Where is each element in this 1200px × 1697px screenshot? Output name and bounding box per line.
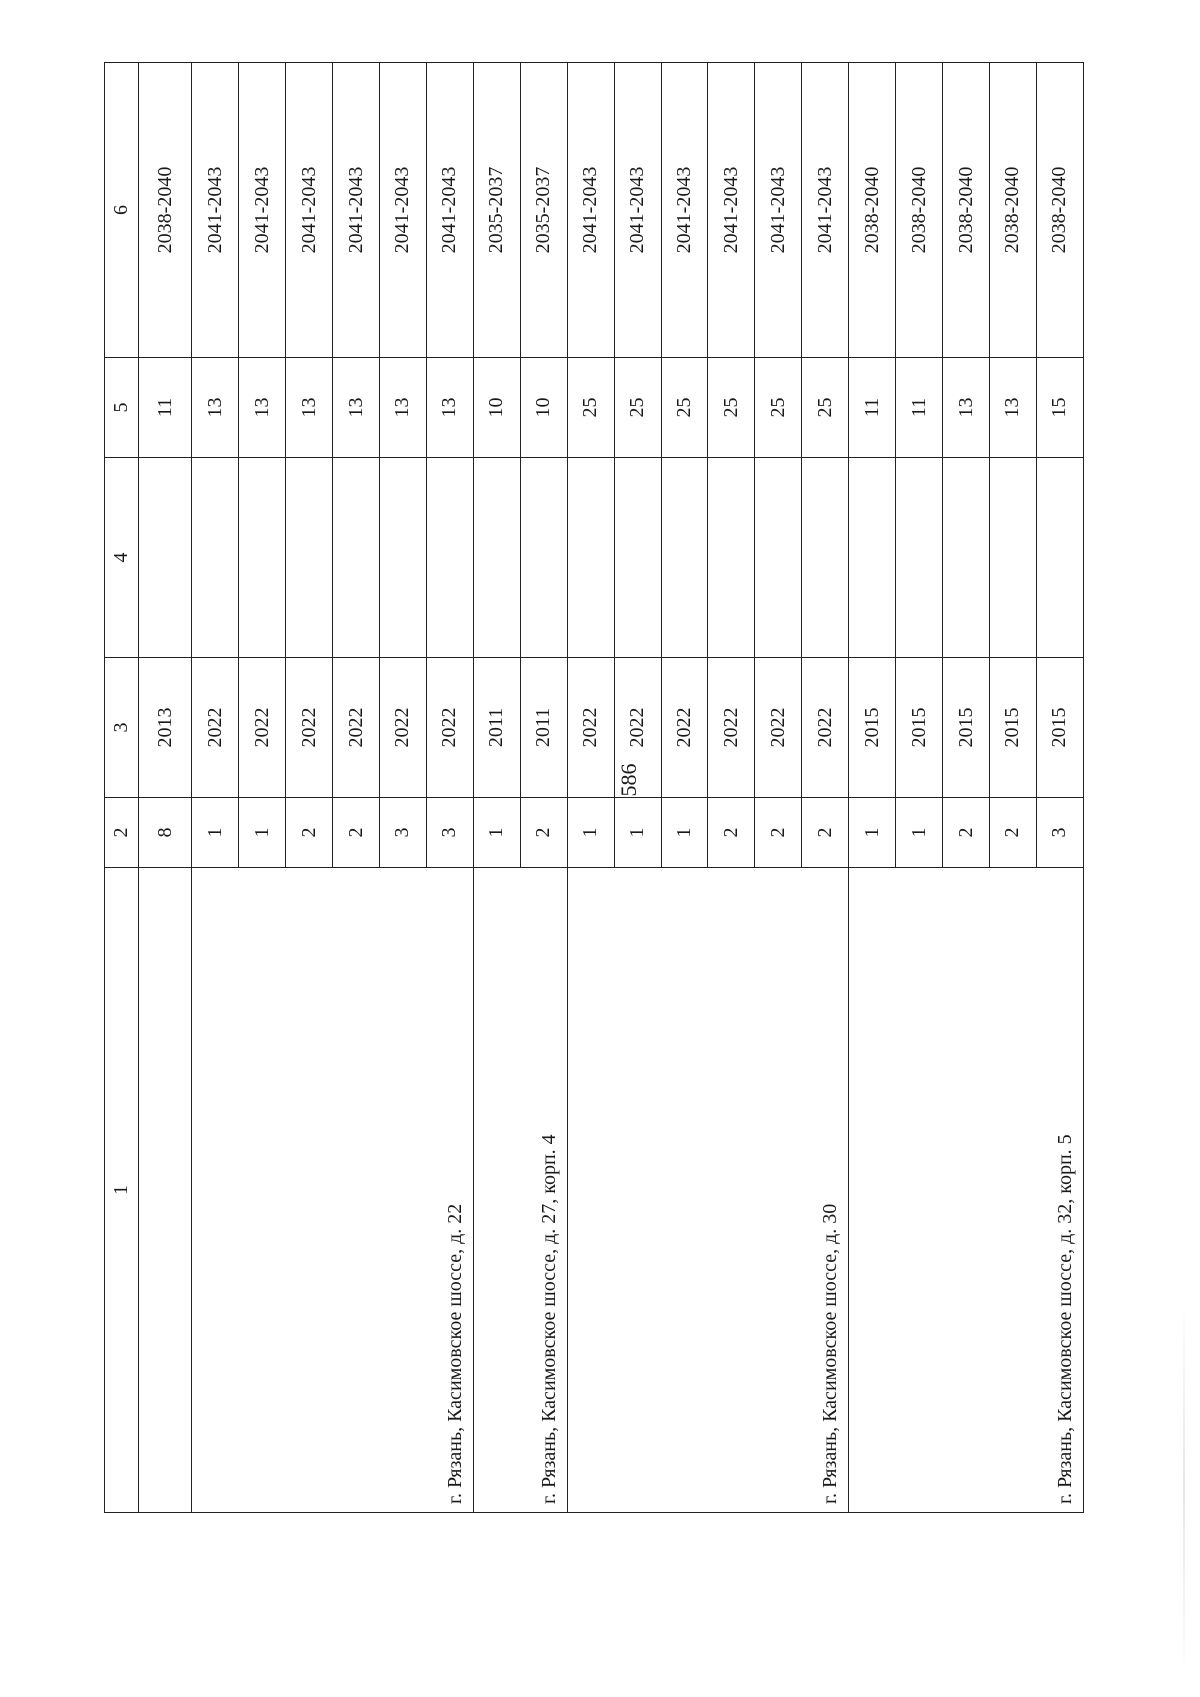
cell: 25 [567, 358, 614, 458]
data-table [104, 62, 1084, 1513]
table-row [192, 63, 239, 1513]
cell: 13 [426, 358, 473, 458]
cell: 2041-2043 [192, 63, 239, 358]
cell: 3 [1036, 798, 1083, 868]
cell: 2022 [755, 658, 802, 798]
cell: 2 [520, 798, 567, 868]
cell: 1 [239, 798, 286, 868]
cell: 2041-2043 [802, 63, 849, 358]
address-cell: г. Рязань, Касимовское шоссе, д. 30 [567, 868, 849, 1513]
cell [990, 458, 1037, 658]
cell: 1 [567, 798, 614, 868]
cell [380, 458, 427, 658]
cell: 25 [802, 358, 849, 458]
table-header-row [105, 63, 139, 1513]
cell: 2 [802, 798, 849, 868]
cell: 2011 [473, 658, 520, 798]
cell: 11 [896, 358, 943, 458]
cell: 3 [380, 798, 427, 868]
cell [849, 458, 896, 658]
cell: 25 [614, 358, 661, 458]
scan-artifact [1183, 1300, 1185, 1680]
cell: 2041-2043 [426, 63, 473, 358]
cell: 2022 [286, 658, 333, 798]
cell: 2035-2037 [520, 63, 567, 358]
cell [239, 458, 286, 658]
cell: 1 [192, 798, 239, 868]
cell [473, 458, 520, 658]
cell: 11 [849, 358, 896, 458]
cell: 2022 [802, 658, 849, 798]
cell: 3 [426, 798, 473, 868]
table-row [849, 63, 896, 1513]
cell: 13 [380, 358, 427, 458]
cell: 2015 [1036, 658, 1083, 798]
cell: 2022 [614, 658, 661, 798]
cell: 2015 [896, 658, 943, 798]
cell: 2038-2040 [1036, 63, 1083, 358]
cell: 2022 [426, 658, 473, 798]
cell [802, 458, 849, 658]
cell: 10 [520, 358, 567, 458]
column-header: 1 [105, 868, 139, 1513]
cell: 2022 [708, 658, 755, 798]
cell: 1 [473, 798, 520, 868]
cell [139, 458, 192, 658]
cell: 2 [708, 798, 755, 868]
cell: 2038-2040 [896, 63, 943, 358]
cell [426, 458, 473, 658]
cell: 2038-2040 [943, 63, 990, 358]
cell: 2022 [380, 658, 427, 798]
table-row [473, 63, 520, 1513]
cell: 2041-2043 [614, 63, 661, 358]
cell: 2041-2043 [567, 63, 614, 358]
cell: 10 [473, 358, 520, 458]
cell [520, 458, 567, 658]
cell: 2022 [661, 658, 708, 798]
cell: 2022 [239, 658, 286, 798]
cell: 2015 [849, 658, 896, 798]
cell: 2038-2040 [849, 63, 896, 358]
cell: 2 [286, 798, 333, 868]
cell [708, 458, 755, 658]
cell: 2041-2043 [708, 63, 755, 358]
cell [943, 458, 990, 658]
cell: 2041-2043 [755, 63, 802, 358]
cell: 2015 [943, 658, 990, 798]
cell: 1 [849, 798, 896, 868]
cell: 25 [755, 358, 802, 458]
column-header: 2 [105, 798, 139, 868]
cell: 8 [139, 798, 192, 868]
cell: 2035-2037 [473, 63, 520, 358]
cell: 2041-2043 [286, 63, 333, 358]
cell: 2015 [990, 658, 1037, 798]
cell [286, 458, 333, 658]
table-row [139, 63, 192, 1513]
cell: 2041-2043 [380, 63, 427, 358]
rotated-table-container [104, 63, 1084, 1513]
cell: 13 [239, 358, 286, 458]
column-header: 6 [105, 63, 139, 358]
cell: 1 [896, 798, 943, 868]
cell [192, 458, 239, 658]
cell: 13 [286, 358, 333, 458]
cell [755, 458, 802, 658]
address-cell: г. Рязань, Касимовское шоссе, д. 22 [192, 868, 474, 1513]
cell [333, 458, 380, 658]
cell: 13 [192, 358, 239, 458]
cell: 15 [1036, 358, 1083, 458]
cell: 2022 [567, 658, 614, 798]
cell: 25 [708, 358, 755, 458]
cell: 2022 [192, 658, 239, 798]
address-cell [139, 868, 192, 1513]
cell: 11 [139, 358, 192, 458]
cell: 1 [661, 798, 708, 868]
cell: 2041-2043 [239, 63, 286, 358]
cell: 2013 [139, 658, 192, 798]
cell: 13 [333, 358, 380, 458]
address-cell: г. Рязань, Касимовское шоссе, д. 27, корп. 4 [473, 868, 567, 1513]
cell: 2 [990, 798, 1037, 868]
cell: 2022 [333, 658, 380, 798]
column-header: 4 [105, 458, 139, 658]
cell: 2041-2043 [333, 63, 380, 358]
address-cell: г. Рязань, Касимовское шоссе, д. 32, корп. 5 [849, 868, 1084, 1513]
cell [567, 458, 614, 658]
cell: 13 [943, 358, 990, 458]
cell: 2041-2043 [661, 63, 708, 358]
cell [896, 458, 943, 658]
cell: 2 [755, 798, 802, 868]
cell [1036, 458, 1083, 658]
cell: 1 [614, 798, 661, 868]
table-row [567, 63, 614, 1513]
page-number: 586 [616, 763, 641, 797]
column-header: 5 [105, 358, 139, 458]
cell: 2011 [520, 658, 567, 798]
cell: 2 [943, 798, 990, 868]
cell: 2038-2040 [990, 63, 1037, 358]
cell: 2 [333, 798, 380, 868]
cell: 25 [661, 358, 708, 458]
cell: 2038-2040 [139, 63, 192, 358]
cell [614, 458, 661, 658]
cell: 13 [990, 358, 1037, 458]
cell [661, 458, 708, 658]
column-header: 3 [105, 658, 139, 798]
